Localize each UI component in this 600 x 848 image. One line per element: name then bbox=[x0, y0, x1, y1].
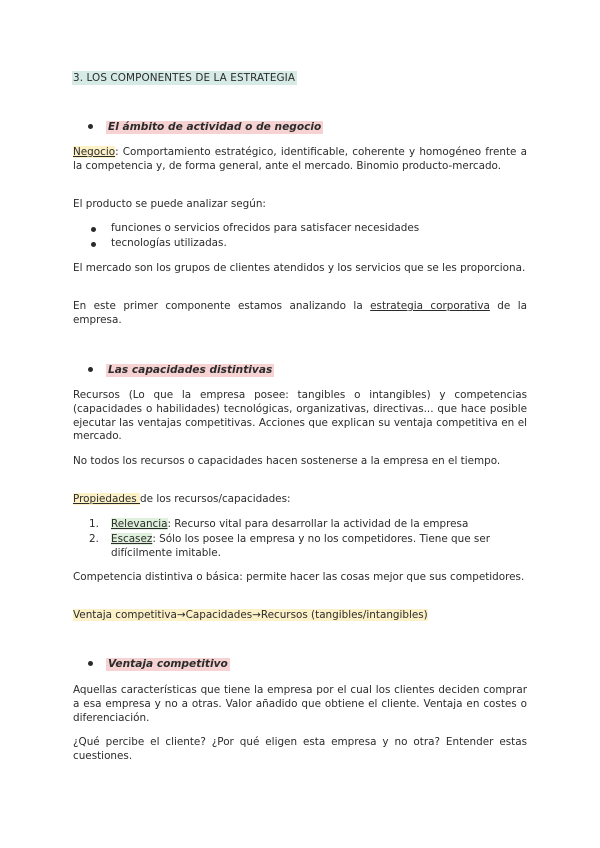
paragraph-competencia: Competencia distintiva o básica: permite hacer las cosas mejor que sus competidores. bbox=[73, 571, 525, 583]
term-negocio: Negocio bbox=[73, 146, 116, 158]
list-item bbox=[111, 518, 527, 532]
section-heading-ventaja bbox=[88, 658, 230, 670]
paragraph-mercado: El mercado son los grupos de clientes atendidos y los servicios que se les proporciona. bbox=[73, 262, 526, 274]
list-number: 2. bbox=[89, 533, 99, 545]
text-span: : Recurso vital para desarrollar la actividad de la empresa bbox=[167, 518, 469, 530]
section-heading-label: Ventaja competitivo bbox=[108, 658, 228, 670]
text-span: : Sólo los posee la empresa y no los competidores. Tiene que ser difícilmente imitable. bbox=[111, 533, 490, 559]
document-title: 3. LOS COMPONENTES DE LA ESTRATEGIA bbox=[73, 72, 296, 84]
paragraph-que-percibe: ¿Qué percibe el cliente? ¿Por qué eligen esta empresa y no otra? Entender estas cuestiones. bbox=[73, 736, 527, 762]
bullet-icon bbox=[91, 242, 96, 247]
highlight-ventaja-chain: Ventaja competitiva→Capacidades→Recursos (tangibles/intangibles) bbox=[73, 609, 428, 621]
term-escasez: Escasez bbox=[111, 533, 153, 545]
paragraph-no-todos: No todos los recursos o capacidades hacen sostenerse a la empresa en el tiempo. bbox=[73, 455, 501, 467]
paragraph-componente bbox=[73, 300, 527, 328]
list-item: funciones o servicios ofrecidos para satisfacer necesidades bbox=[111, 222, 420, 234]
bullet-icon bbox=[88, 124, 93, 129]
bullet-icon bbox=[88, 661, 93, 666]
negocio-definition: : Comportamiento estratégico, identificable, coherente y homogéneo frente a la competencia y, de forma general, ante el mercado. Binomio producto-mercado. bbox=[73, 146, 527, 172]
text-span: En este primer componente estamos analizando la bbox=[73, 300, 371, 312]
bullet-icon bbox=[88, 367, 93, 372]
term-propiedades: Propiedades bbox=[73, 493, 141, 505]
link-estrategia-corporativa: estrategia corporativa bbox=[370, 300, 490, 312]
paragraph-propiedades bbox=[73, 493, 527, 507]
section-heading-label: Las capacidades distintivas bbox=[108, 364, 273, 376]
section-heading-label: El ámbito de actividad o de negocio bbox=[108, 121, 322, 133]
paragraph-negocio bbox=[73, 146, 527, 174]
list-item: tecnologías utilizadas. bbox=[111, 237, 227, 249]
list-item bbox=[111, 533, 527, 561]
list-number: 1. bbox=[89, 518, 99, 530]
section-heading-ambito bbox=[88, 121, 323, 133]
paragraph-producto: El producto se puede analizar según: bbox=[73, 198, 266, 210]
term-relevancia: Relevancia bbox=[111, 518, 168, 530]
bullet-icon bbox=[91, 227, 96, 232]
paragraph-ventaja-chain bbox=[73, 609, 527, 623]
section-heading-capacidades bbox=[88, 364, 274, 376]
paragraph-recursos: Recursos (Lo que la empresa posee: tangibles o intangibles) y competencias (capacidades o habilidades) tecnológicas, organizativas, directivas... que hace posible ejecutar las ventajas competitivas. Acciones que explican su ventaja competitiva en el mercado. bbox=[73, 389, 527, 443]
paragraph-aquellas: Aquellas características que tiene la empresa por el cual los clientes deciden comprar a esa empresa y no a otras. Valor añadido que obtiene el cliente. Ventaja en costes o diferenciación. bbox=[73, 684, 527, 724]
text-span: de la empresa. bbox=[73, 300, 527, 326]
text-span: de los recursos/capacidades: bbox=[140, 493, 291, 505]
